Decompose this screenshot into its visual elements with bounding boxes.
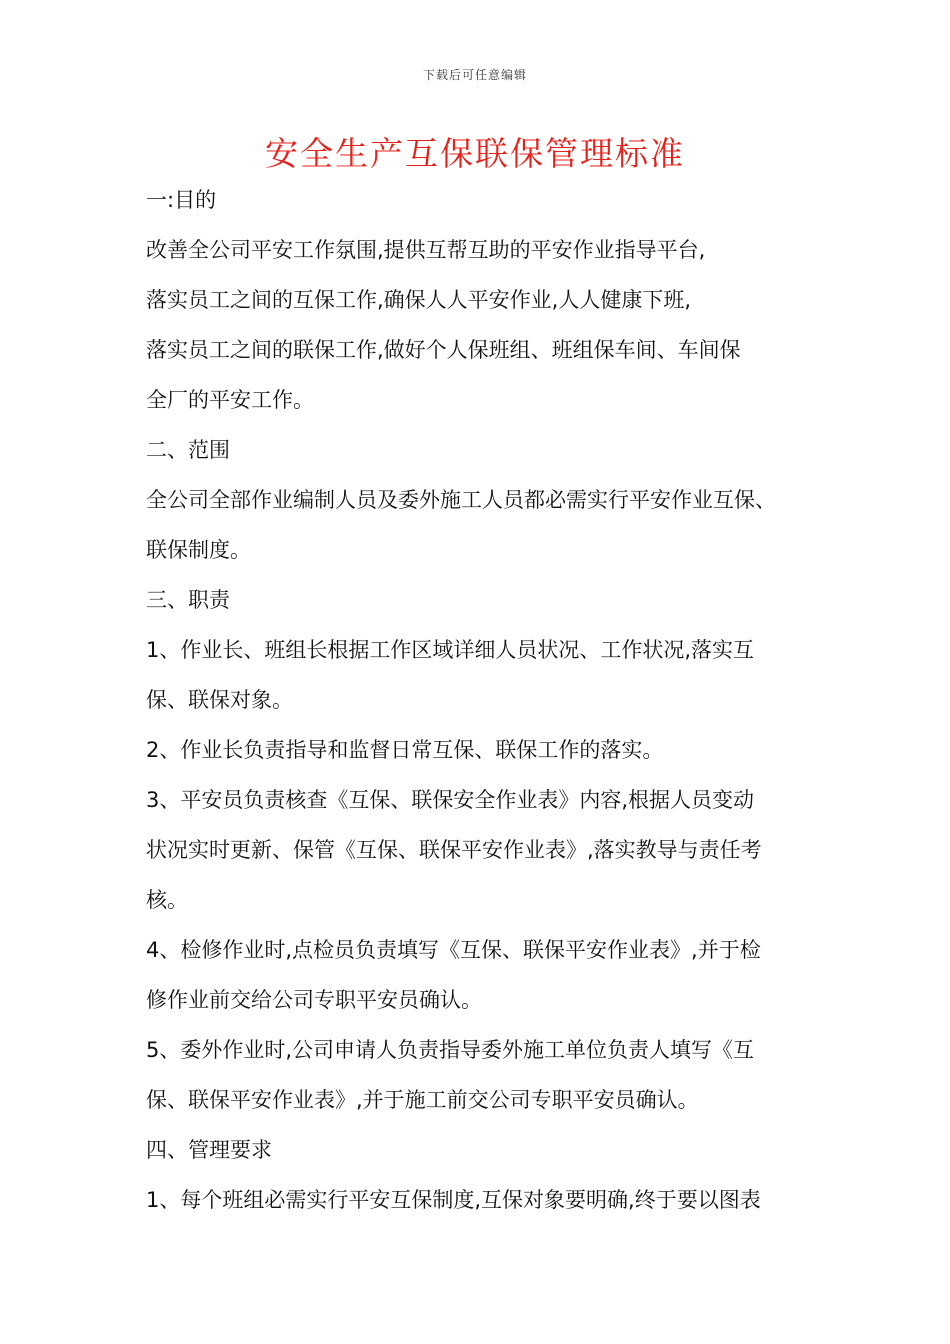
paragraph-line: 5、委外作业时,公司申请人负责指导委外施工单位负责人填写《互 <box>146 1038 755 1062</box>
paragraph-line: 改善全公司平安工作氛围,提供互帮互助的平安作业指导平台, <box>146 238 706 262</box>
paragraph-line: 保、联保平安作业表》,并于施工前交公司专职平安员确认。 <box>146 1088 699 1112</box>
paragraph-line: 落实员工之间的联保工作,做好个人保班组、班组保车间、车间保 <box>146 338 741 362</box>
heading-responsibilities: 三、职责 <box>146 588 230 612</box>
paragraph-line: 4、检修作业时,点检员负责填写《互保、联保平安作业表》,并于检 <box>146 938 761 962</box>
paragraph-line: 全厂的平安工作。 <box>146 388 314 412</box>
heading-management-requirements: 四、管理要求 <box>146 1138 272 1162</box>
paragraph-line: 状况实时更新、保管《互保、联保平安作业表》,落实教导与责任考 <box>146 838 762 862</box>
header-note: 下载后可任意编辑 <box>422 68 527 82</box>
paragraph-line: 落实员工之间的互保工作,确保人人平安作业,人人健康下班, <box>146 288 692 312</box>
paragraph-line: 联保制度。 <box>146 538 251 562</box>
paragraph-line: 2、作业长负责指导和监督日常互保、联保工作的落实。 <box>146 738 664 762</box>
paragraph-line: 1、作业长、班组长根据工作区域详细人员状况、工作状况,落实互 <box>146 638 755 662</box>
paragraph-line: 修作业前交给公司专职平安员确认。 <box>146 988 482 1012</box>
heading-purpose: 一:目的 <box>146 188 217 212</box>
heading-scope: 二、范围 <box>146 438 230 462</box>
paragraph-line: 全公司全部作业编制人员及委外施工人员都必需实行平安作业互保、 <box>146 488 776 512</box>
paragraph-line: 核。 <box>146 888 188 912</box>
document-title: 安全生产互保联保管理标准 <box>265 134 685 173</box>
paragraph-line: 1、每个班组必需实行平安互保制度,互保对象要明确,终于要以图表 <box>146 1188 761 1212</box>
paragraph-line: 保、联保对象。 <box>146 688 293 712</box>
paragraph-line: 3、平安员负责核查《互保、联保安全作业表》内容,根据人员变动 <box>146 788 755 812</box>
